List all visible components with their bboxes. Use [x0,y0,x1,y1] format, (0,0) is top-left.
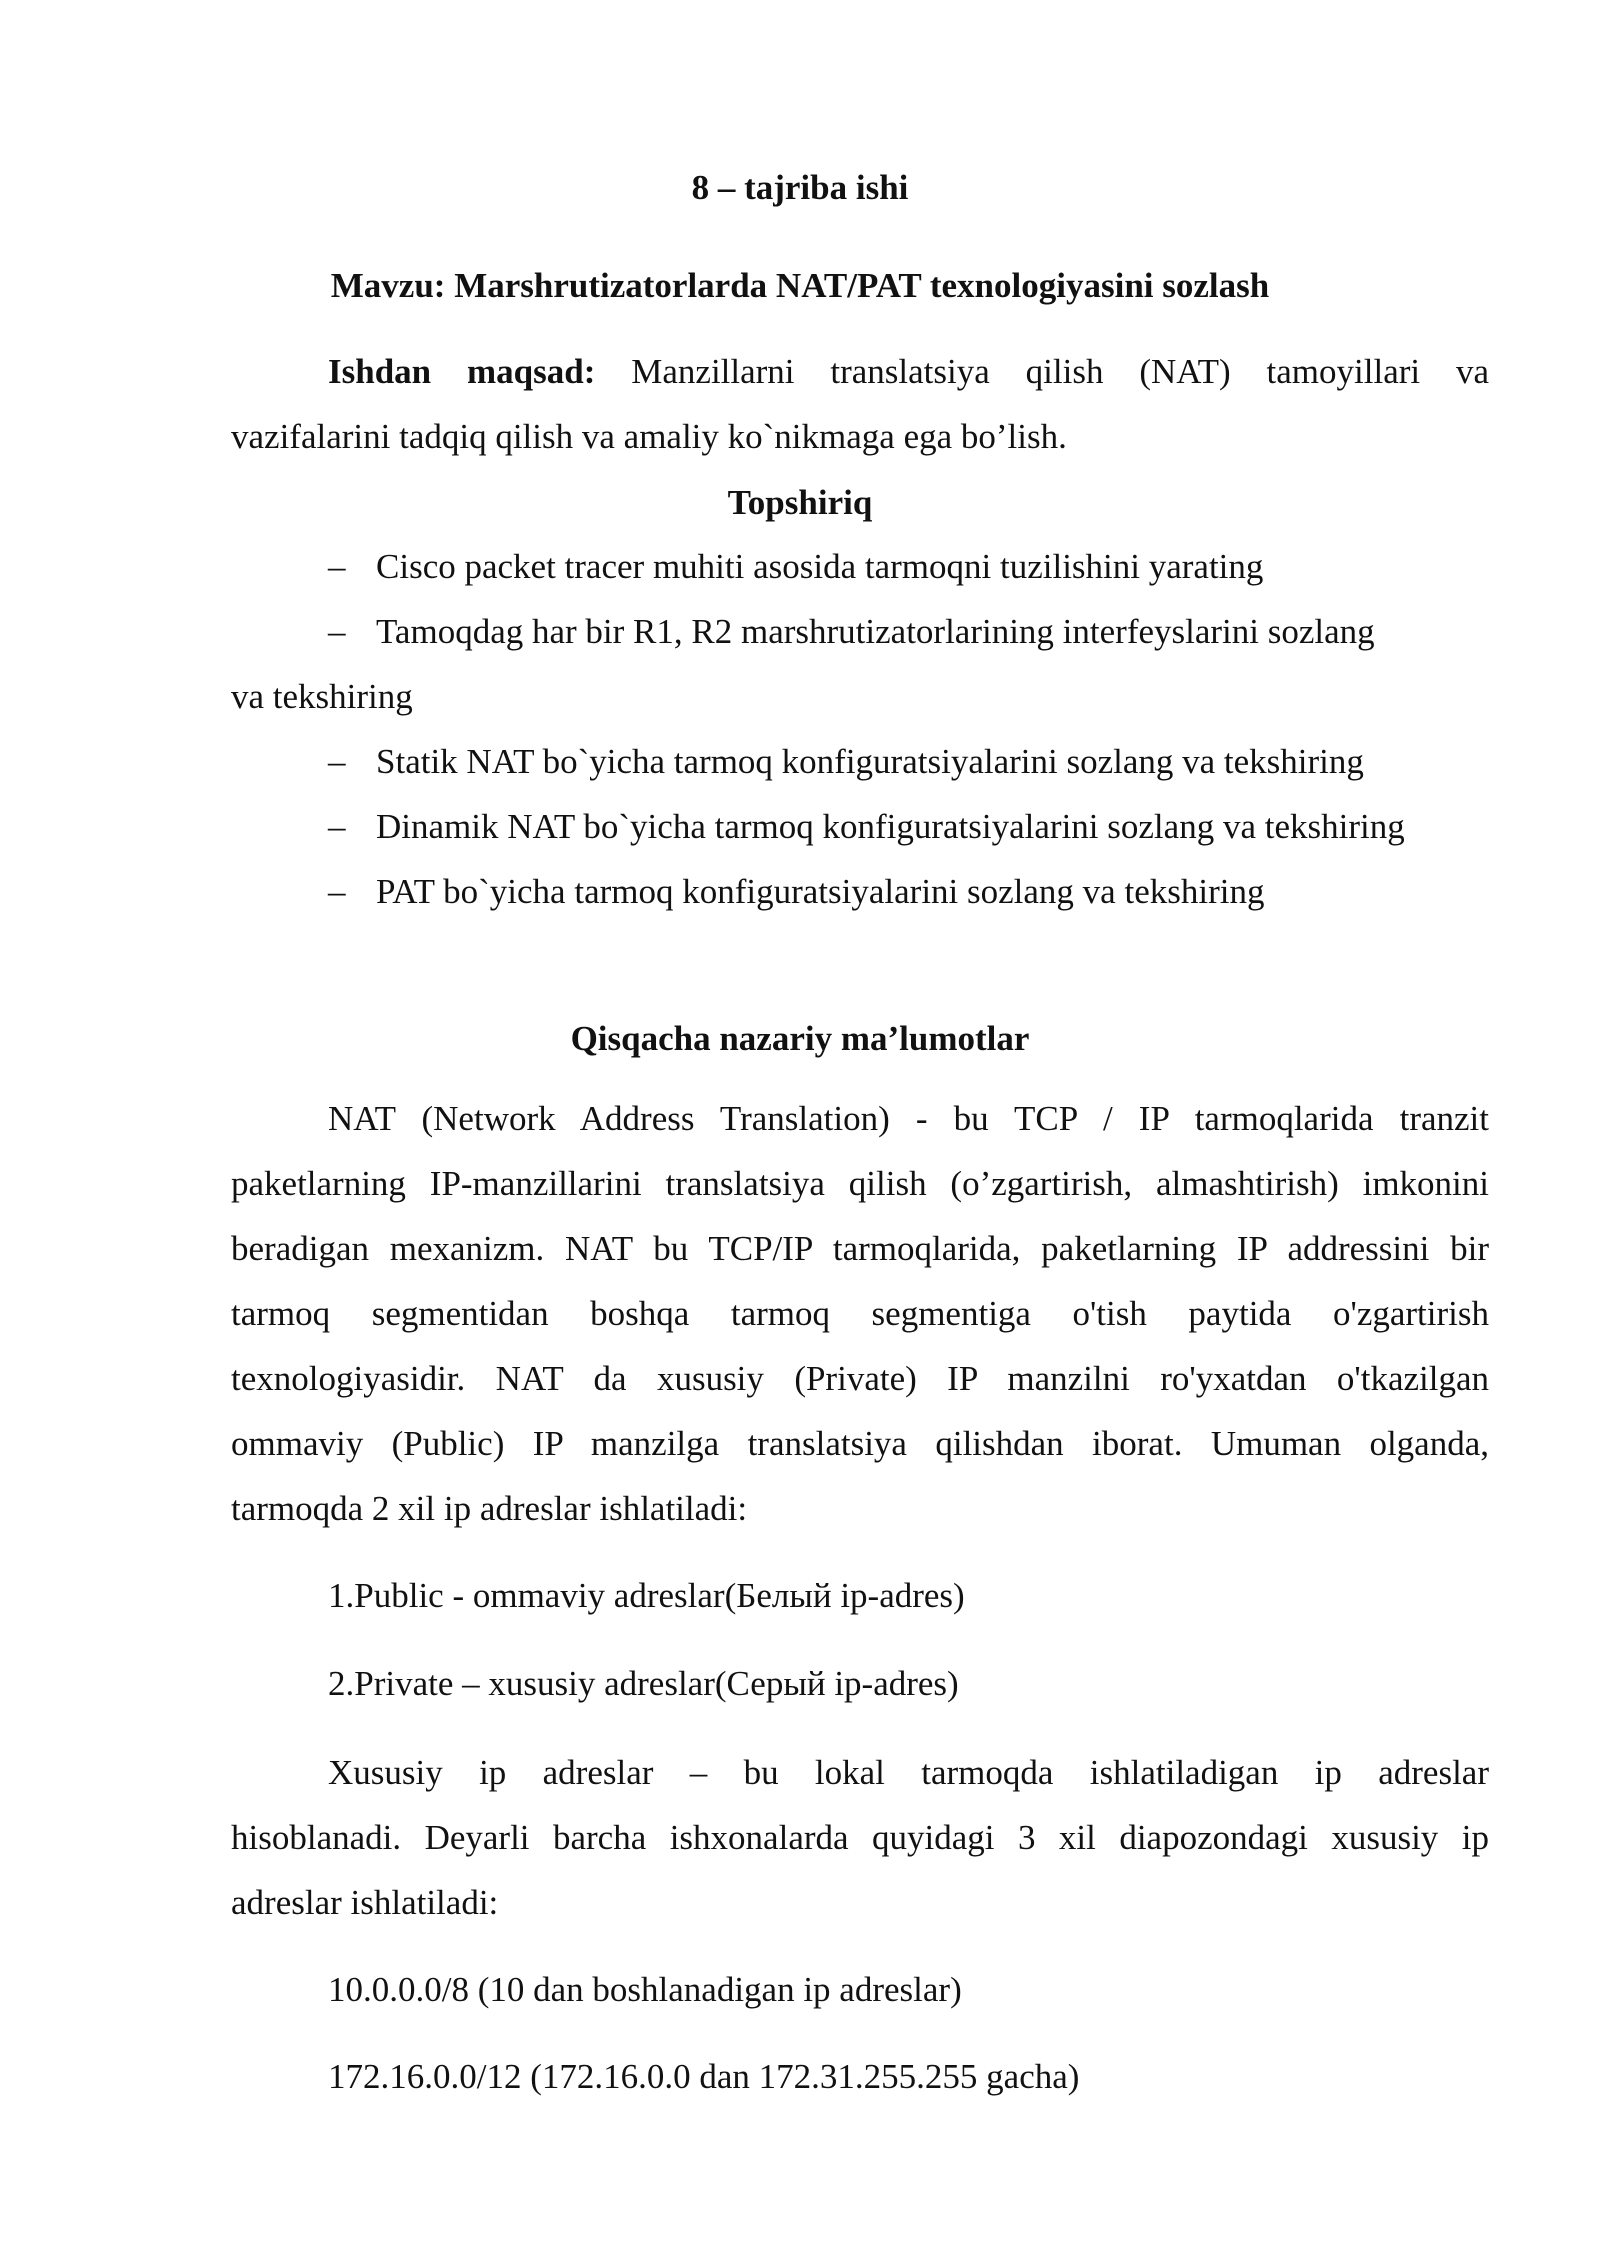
theory-line: NAT (Network Address Translation) - bu TCP / IP tarmoqlarida tranzit [328,1099,1489,1138]
theory-line: beradigan mexanizm. NAT bu TCP/IP tarmoqlarida, paketlarning IP addressini bir [231,1229,1489,1268]
task-item [328,805,1405,849]
dash-marker: – [328,547,346,586]
task-text: Tamoqdag har bir R1, R2 marshrutizatorlarining interfeyslarini sozlang [376,612,1375,651]
task-text: Dinamik NAT bo`yicha tarmoq konfiguratsiyalarini sozlang va tekshiring [376,807,1405,846]
page-title: 8 – tajriba ishi [691,168,909,207]
theory-line: paketlarning IP-manzillarini translatsiya qilish (o’zgartirish, almashtirish) imkonini [231,1164,1489,1203]
task-item [328,870,1264,914]
theory-heading: Qisqacha nazariy ma’lumotlar [570,1019,1030,1058]
goal-line-2: vazifalarini tadqiq qilish va amaliy ko`nikmaga ega bo’lish. [231,417,1067,456]
theory-line: ommaviy (Public) IP manzilga translatsiya qilishdan iborat. Umuman olganda, [231,1424,1489,1463]
topic-heading: Mavzu: Marshrutizatorlarda NAT/PAT texnologiyasini sozlash [330,266,1270,305]
dash-marker: – [328,742,346,781]
dash-marker: – [328,807,346,846]
task-item [328,740,1364,784]
task-continuation: va tekshiring [231,677,413,716]
task-item [328,610,1375,654]
dash-marker: – [328,612,346,651]
task-text: Cisco packet tracer muhiti asosida tarmoqni tuzilishini yarating [376,547,1264,586]
task-text: PAT bo`yicha tarmoq konfiguratsiyalarini sozlang va tekshiring [376,872,1265,911]
private-line: Xususiy ip adreslar – bu lokal tarmoqda ishlatiladigan ip adreslar [328,1753,1489,1792]
address-type: 1.Public - ommaviy adreslar(Белый ip-adres) [328,1576,965,1615]
task-item [328,545,1263,589]
theory-line: tarmoqda 2 xil ip adreslar ishlatiladi: [231,1489,748,1528]
ip-range: 10.0.0.0/8 (10 dan boshlanadigan ip adreslar) [328,1970,962,2009]
goal-text-1: Manzillarni translatsiya qilish (NAT) tamoyillari va [631,352,1490,391]
task-heading: Topshiriq [727,483,873,522]
task-text: Statik NAT bo`yicha tarmoq konfiguratsiyalarini sozlang va tekshiring [376,742,1364,781]
dash-marker: – [328,872,346,911]
goal-label: Ishdan maqsad: [328,352,596,391]
private-line: adreslar ishlatiladi: [231,1883,499,1922]
address-type: 2.Private – xususiy adreslar(Серый ip-adres) [328,1664,959,1703]
theory-line: tarmoq segmentidan boshqa tarmoq segmentiga o'tish paytida o'zgartirish [231,1294,1489,1333]
ip-range: 172.16.0.0/12 (172.16.0.0 dan 172.31.255.255 gacha) [328,2057,1080,2096]
theory-line: texnologiyasidir. NAT da xususiy (Private) IP manzilni ro'yxatdan o'tkazilgan [231,1359,1489,1398]
private-line: hisoblanadi. Deyarli barcha ishxonalarda quyidagi 3 xil diapozondagi xususiy ip [231,1818,1489,1857]
goal-line-1 [328,350,1489,394]
